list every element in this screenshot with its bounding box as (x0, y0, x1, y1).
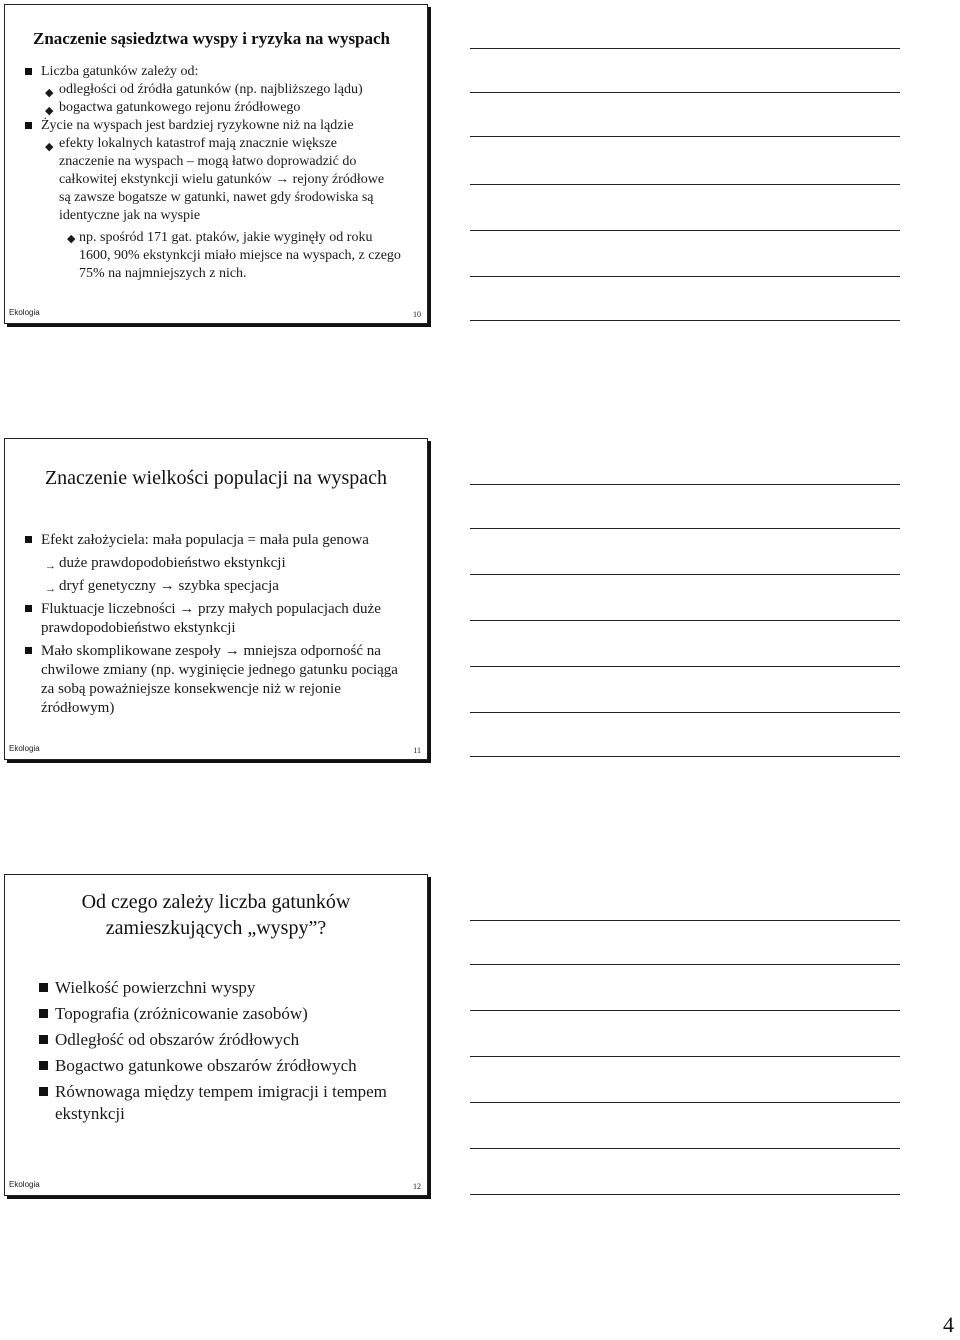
list-item (5, 977, 427, 999)
list-item-text: Bogactwo gatunkowe obszarów źródłowych (55, 1056, 357, 1075)
list-item (5, 554, 427, 573)
list-item-text: np. spośród 171 gat. ptaków, jakie wyginęły od roku 1600, 90% ekstynkcji miało miejsce na wyspach, z czego 75% na najmniejszych z nich. (79, 230, 401, 281)
square-bullet-icon (39, 1061, 48, 1070)
arrow-bullet-icon: → (45, 560, 56, 572)
square-bullet-icon (25, 647, 32, 654)
square-bullet-icon (25, 605, 32, 612)
list-item (5, 1081, 427, 1125)
footer-label: Ekologia (9, 744, 40, 753)
square-bullet-icon (39, 983, 48, 992)
list-item-text: bogactwa gatunkowego rejonu źródłowego (59, 100, 301, 115)
slide-11 (4, 438, 428, 760)
slide-10 (4, 4, 428, 324)
diamond-bullet-icon: ◆ (67, 233, 76, 245)
list-item (5, 135, 427, 225)
list-item (5, 81, 427, 99)
list-item (5, 642, 427, 718)
diamond-bullet-icon: ◆ (45, 105, 54, 117)
slide-title: Od czego zależy liczba gatunków zamieszkujących „wyspy”? (81, 891, 351, 939)
list-item-text: Wielkość powierzchni wyspy (55, 978, 256, 997)
list-item (5, 1003, 427, 1025)
list-item-text: efekty lokalnych katastrof mają znacznie większe znaczenie na wyspach – mogą łatwo doprowadzić do całkowitej ekstynkcji wielu gatunków → rejony źródłowe są zawsze bogatsze w gatunki, nawet gdy środowiska są identyczne jak na wyspie (59, 136, 385, 223)
list-item-text: odległości od źródła gatunków (np. najbliższego lądu) (59, 82, 363, 97)
bullet-list (5, 977, 427, 1125)
footer-label: Ekologia (9, 1180, 40, 1189)
list-item-text: Mało skomplikowane zespoły → mniejsza odporność na chwilowe zmiany (np. wyginięcie jednego gatunku pociąga za sobą poważniejsze konsekwencje niż w rejonie źródłowym) (41, 643, 398, 716)
list-item (5, 99, 427, 117)
list-item-text: Odległość od obszarów źródłowych (55, 1030, 300, 1049)
slide-number: 10 (413, 310, 421, 319)
list-item (5, 117, 427, 135)
list-item (5, 1029, 427, 1051)
slide-number: 11 (413, 746, 421, 755)
slide-title: Znaczenie sąsiedztwa wyspy i ryzyka na wyspach (33, 29, 391, 48)
list-item-text: Fluktuacje liczebności → przy małych populacjach duże prawdopodobieństwo ekstynkcji (41, 601, 381, 636)
list-item-text: duże prawdopodobieństwo ekstynkcji (59, 555, 286, 571)
diamond-bullet-icon: ◆ (45, 87, 54, 99)
slide-title: Znaczenie wielkości populacji na wyspach (44, 467, 388, 489)
list-item (5, 229, 427, 283)
page-number: 4 (943, 1312, 954, 1337)
square-bullet-icon (25, 122, 32, 129)
square-bullet-icon (39, 1087, 48, 1096)
list-item (5, 531, 427, 550)
list-item (5, 1055, 427, 1077)
list-item-text: Równowaga między tempem imigracji i tempem ekstynkcji (55, 1082, 387, 1123)
list-item-text: Życie na wyspach jest bardziej ryzykowne niż na lądzie (41, 118, 354, 133)
list-item (5, 63, 427, 81)
list-item (5, 600, 427, 638)
arrow-bullet-icon: → (45, 583, 56, 595)
list-item (5, 577, 427, 596)
list-item-text: Topografia (zróżnicowanie zasobów) (55, 1004, 308, 1023)
bullet-list (5, 531, 427, 718)
list-item-text: Liczba gatunków zależy od: (41, 64, 199, 79)
footer-label: Ekologia (9, 308, 40, 317)
square-bullet-icon (39, 1035, 48, 1044)
diamond-bullet-icon: ◆ (45, 141, 54, 153)
slide-12 (4, 874, 428, 1196)
list-item-text: Efekt założyciela: mała populacja = mała pula genowa (41, 532, 369, 548)
square-bullet-icon (25, 68, 32, 75)
bullet-list (5, 63, 427, 283)
square-bullet-icon (39, 1009, 48, 1018)
square-bullet-icon (25, 536, 32, 543)
slide-number: 12 (413, 1182, 421, 1191)
list-item-text: dryf genetyczny → szybka specjacja (59, 578, 279, 594)
